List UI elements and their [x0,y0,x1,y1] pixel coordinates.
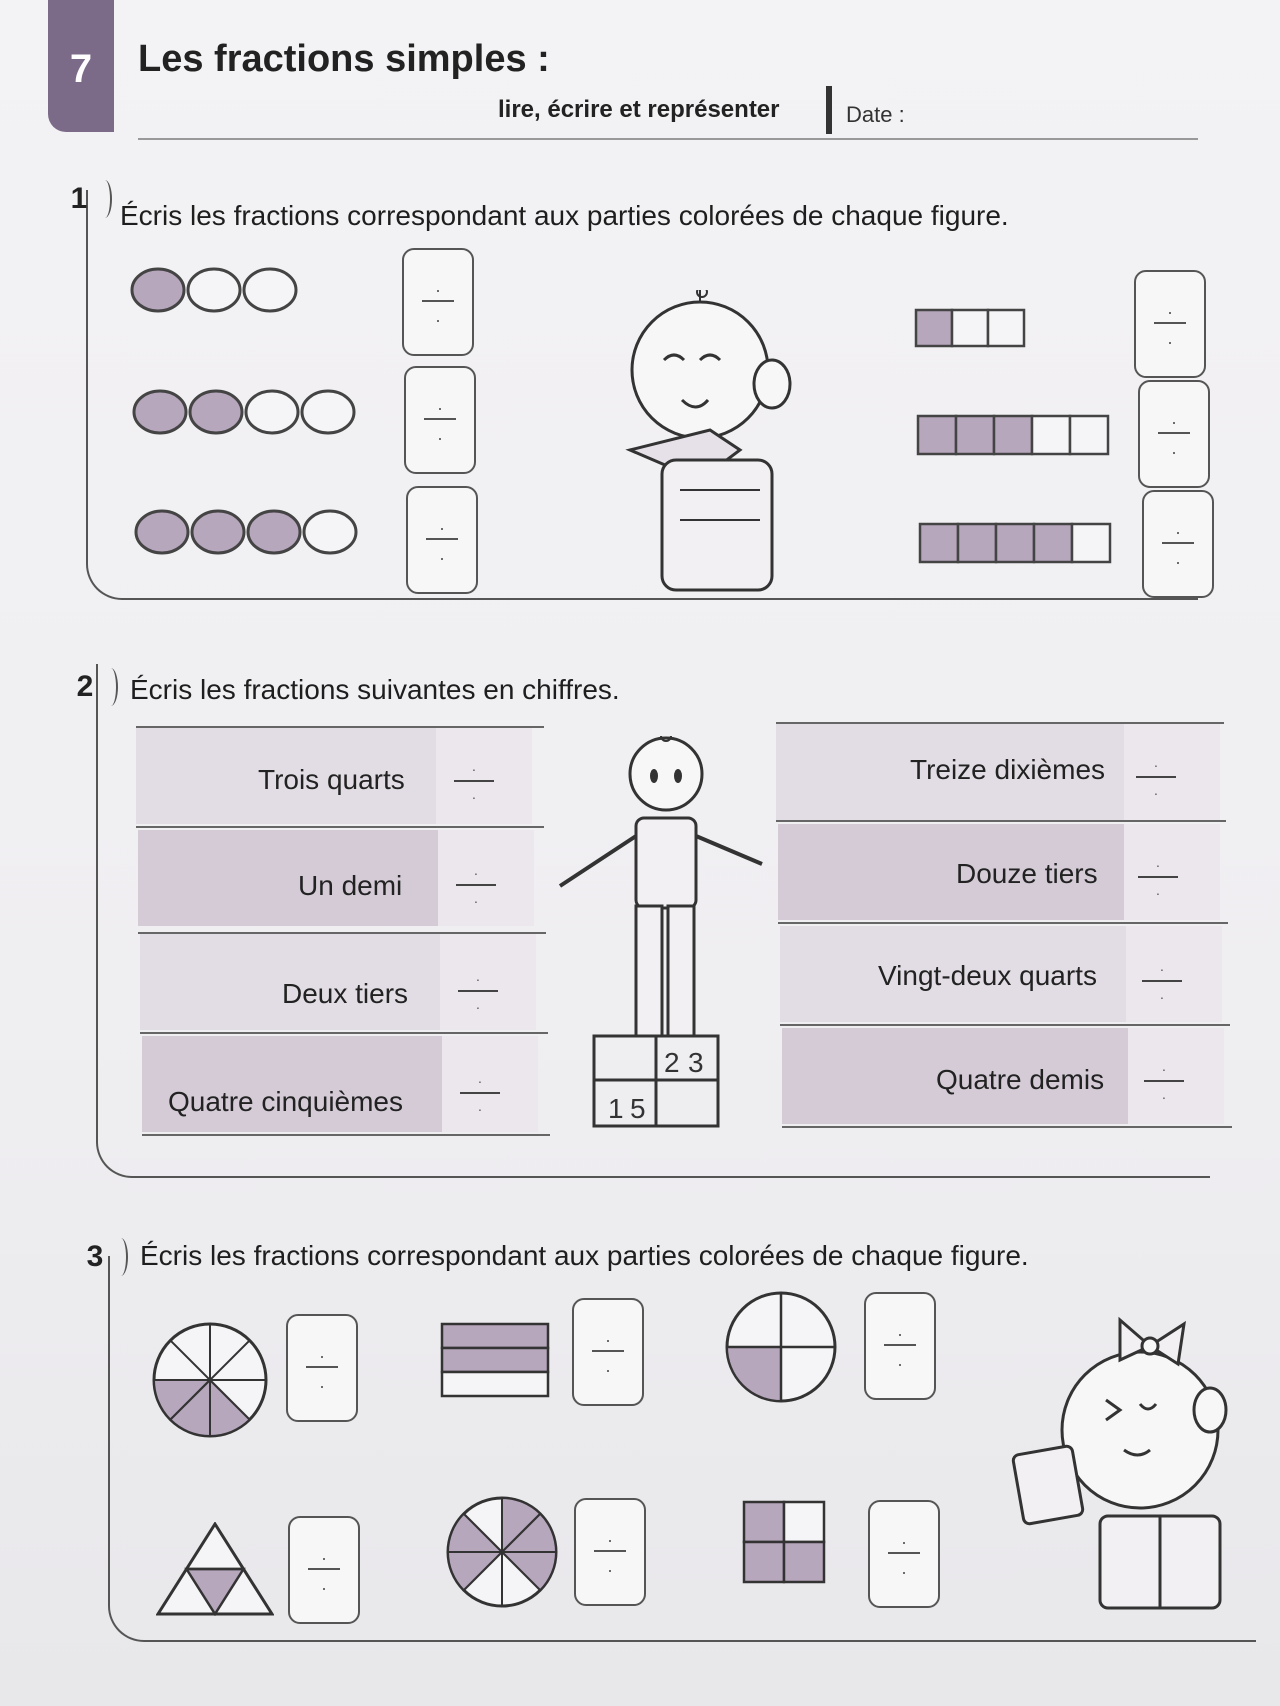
answer-box-3e[interactable] [574,1498,646,1606]
figure-ellipses-4b [134,506,360,558]
ellipse-part-colored [134,391,186,433]
figure-ellipses-3 [130,264,300,316]
chapter-number: 7 [69,46,93,91]
bar-part [442,1372,548,1396]
figure-circle-eighths-a [150,1320,270,1440]
fraction-bar [1138,876,1178,878]
fraction-bar [1162,542,1194,544]
numerator-placeholder: . [1167,298,1173,318]
denominator-placeholder: . [897,1350,903,1370]
square-part-colored [744,1502,784,1542]
answer-slot-left-1[interactable] [454,756,494,812]
fraction-bar [460,1092,500,1094]
chapter-number-tab [48,0,114,132]
numerator-placeholder: . [439,514,445,534]
rect-part-colored [920,524,958,562]
fraction-bar [594,1550,626,1552]
quarter-colored [727,1347,781,1401]
fraction-bar [306,1366,338,1368]
rule-right-2 [778,922,1228,924]
answer-box-1b[interactable] [404,366,476,474]
numerator-placeholder: . [897,1320,903,1340]
answer-slot-right-4[interactable] [1144,1056,1184,1112]
fraction-bar [1154,322,1186,324]
bar-part-colored [442,1324,548,1348]
answer-box-1e[interactable] [1138,380,1210,488]
denominator-placeholder: . [1167,328,1173,348]
square-part-colored [744,1542,784,1582]
figure-circle-quarters [724,1290,838,1404]
section-3-number-text: 3 [86,1240,104,1273]
rect-part-colored [916,310,952,346]
square-part-colored [784,1542,824,1582]
square-part [784,1502,824,1542]
item-label-left-2: Un demi [298,870,403,901]
ellipse-part-colored [132,269,184,311]
denominator-placeholder: . [1175,548,1181,568]
numerator-placeholder: . [901,1528,907,1548]
section-1-instruction: Écris les fractions correspondant aux parties colorées de chaque figure. [120,200,1009,231]
fraction-bar [884,1344,916,1346]
denominator-placeholder: . [319,1372,325,1392]
rule-right-1 [776,820,1226,822]
denominator-placeholder: . [607,1556,613,1576]
page-title: Les fractions simples : [138,38,550,80]
numerator-placeholder: . [472,758,476,774]
numerator-placeholder: . [1175,518,1181,538]
numerator-placeholder: . [1162,1058,1166,1074]
fraction-bar [1158,432,1190,434]
answer-slot-right-3[interactable] [1142,956,1182,1012]
fraction-bar [1142,980,1182,982]
figure-square-quarters [742,1500,826,1584]
figure-rects-5b [918,522,1112,564]
answer-slot-right-2[interactable] [1138,852,1178,908]
numerator-placeholder: . [1156,854,1160,870]
denominator-placeholder: . [435,306,441,326]
rect-part-colored [1034,524,1072,562]
fraction-bar [308,1568,340,1570]
fraction-bar [456,884,496,886]
rect-part-colored [956,416,994,454]
hopscotch-number-1: 1 [608,1093,624,1124]
figure-rects-3 [914,308,1030,350]
fraction-bar [458,990,498,992]
fraction-bar [592,1350,624,1352]
fraction-bar [888,1552,920,1554]
answer-slot-left-3[interactable] [458,966,498,1022]
item-label-right-1: Treize dixièmes [910,754,1106,785]
section-1-number [56,176,102,222]
page-subtitle: lire, écrire et représenter [498,96,780,123]
answer-slot-left-2[interactable] [456,860,496,916]
answer-box-3d[interactable] [288,1516,360,1624]
numerator-placeholder: . [319,1342,325,1362]
numerator-placeholder: . [1154,754,1158,770]
ellipse-part [244,269,296,311]
figure-ellipses-4a [132,386,358,438]
ellipse-part [302,391,354,433]
title-rule [138,138,1198,140]
ellipse-part [246,391,298,433]
denominator-placeholder: . [1160,986,1164,1002]
numerator-placeholder: . [435,276,441,296]
denominator-placeholder: . [321,1574,327,1594]
rule-left-1 [136,826,544,828]
answer-box-3b[interactable] [572,1298,644,1406]
bar-part-colored [442,1348,548,1372]
answer-slot-left-4[interactable] [460,1068,500,1124]
denominator-placeholder: . [478,1098,482,1114]
numerator-placeholder: . [1171,408,1177,428]
section-3-instruction: Écris les fractions correspondant aux parties colorées de chaque figure. [140,1240,1029,1271]
rect-part-colored [958,524,996,562]
figure-horizontal-thirds [440,1322,550,1398]
denominator-placeholder: . [1162,1086,1166,1102]
section-2-number [62,664,108,710]
ellipse-part [304,511,356,553]
denominator-placeholder: . [476,996,480,1012]
hopscotch-number-5: 5 [630,1093,646,1124]
hopscotch-number-2: 2 [664,1047,680,1078]
rect-part [952,310,988,346]
numerator-placeholder: . [437,394,443,414]
item-label-right-3: Vingt-deux quarts [878,960,1097,991]
item-label-right-2: Douze tiers [956,858,1098,889]
answer-box-1a[interactable] [402,248,474,356]
date-label: Date : [846,102,905,127]
rule-left-4 [142,1134,550,1136]
numerator-placeholder: . [321,1544,327,1564]
denominator-placeholder: . [901,1558,907,1578]
denominator-placeholder: . [474,890,478,906]
fraction-bar [1136,776,1176,778]
rule-right-4 [782,1126,1232,1128]
rect-part [1070,416,1108,454]
numerator-placeholder: . [478,1070,482,1086]
section-3-number [72,1234,118,1280]
numerator-placeholder: . [476,968,480,984]
ellipse-part-colored [248,511,300,553]
numerator-placeholder: . [474,862,478,878]
section-2-number-text: 2 [76,670,94,703]
fraction-bar [1144,1080,1184,1082]
figure-rects-5a [916,414,1110,456]
fraction-bar [422,300,454,302]
robot-girl-reading-illustration [1000,1290,1240,1610]
title-row [138,38,1198,138]
answer-slot-right-1[interactable] [1136,752,1176,808]
answer-box-1d[interactable] [1134,270,1206,378]
rect-part-colored [918,416,956,454]
rule-left-3 [140,1032,548,1034]
denominator-placeholder: . [1171,438,1177,458]
section-1-number-text: 1 [70,182,88,215]
section-2-instruction: Écris les fractions suivantes en chiffres. [130,674,620,705]
denominator-placeholder: . [1154,782,1158,798]
denominator-placeholder: . [472,786,476,802]
ellipse-part-colored [136,511,188,553]
numerator-placeholder: . [1160,958,1164,974]
numerator-placeholder: . [605,1326,611,1346]
rect-part-colored [994,416,1032,454]
robot-eating-pizza-illustration [570,290,820,610]
figure-triangle-quarters [156,1522,274,1616]
fraction-bar [426,538,458,540]
answer-box-3f[interactable] [868,1500,940,1608]
denominator-placeholder: . [1156,882,1160,898]
rect-part-colored [996,524,1034,562]
rect-part [1072,524,1110,562]
denominator-placeholder: . [605,1356,611,1376]
hopscotch-number-3: 3 [688,1047,704,1078]
ellipse-part [188,269,240,311]
rule-right-3 [780,1024,1230,1026]
item-label-left-3: Deux tiers [282,978,409,1009]
figure-circle-eighths-b [444,1494,560,1610]
denominator-placeholder: . [439,544,445,564]
robot-hopscotch-illustration [556,736,766,1130]
ellipse-part-colored [190,391,242,433]
answer-box-1c[interactable] [406,486,478,594]
answer-box-3a[interactable] [286,1314,358,1422]
answer-box-3c[interactable] [864,1292,936,1400]
rect-part [1032,416,1070,454]
fraction-bar [424,418,456,420]
ellipse-part-colored [192,511,244,553]
answer-box-1f[interactable] [1142,490,1214,598]
rect-part [988,310,1024,346]
item-label-left-1: Trois quarts [258,764,405,795]
item-label-right-4: Quatre demis [936,1064,1105,1095]
fraction-bar [454,780,494,782]
numerator-placeholder: . [607,1526,613,1546]
item-label-left-4: Quatre cinquièmes [168,1086,404,1117]
denominator-placeholder: . [437,424,443,444]
date-divider [826,86,832,134]
